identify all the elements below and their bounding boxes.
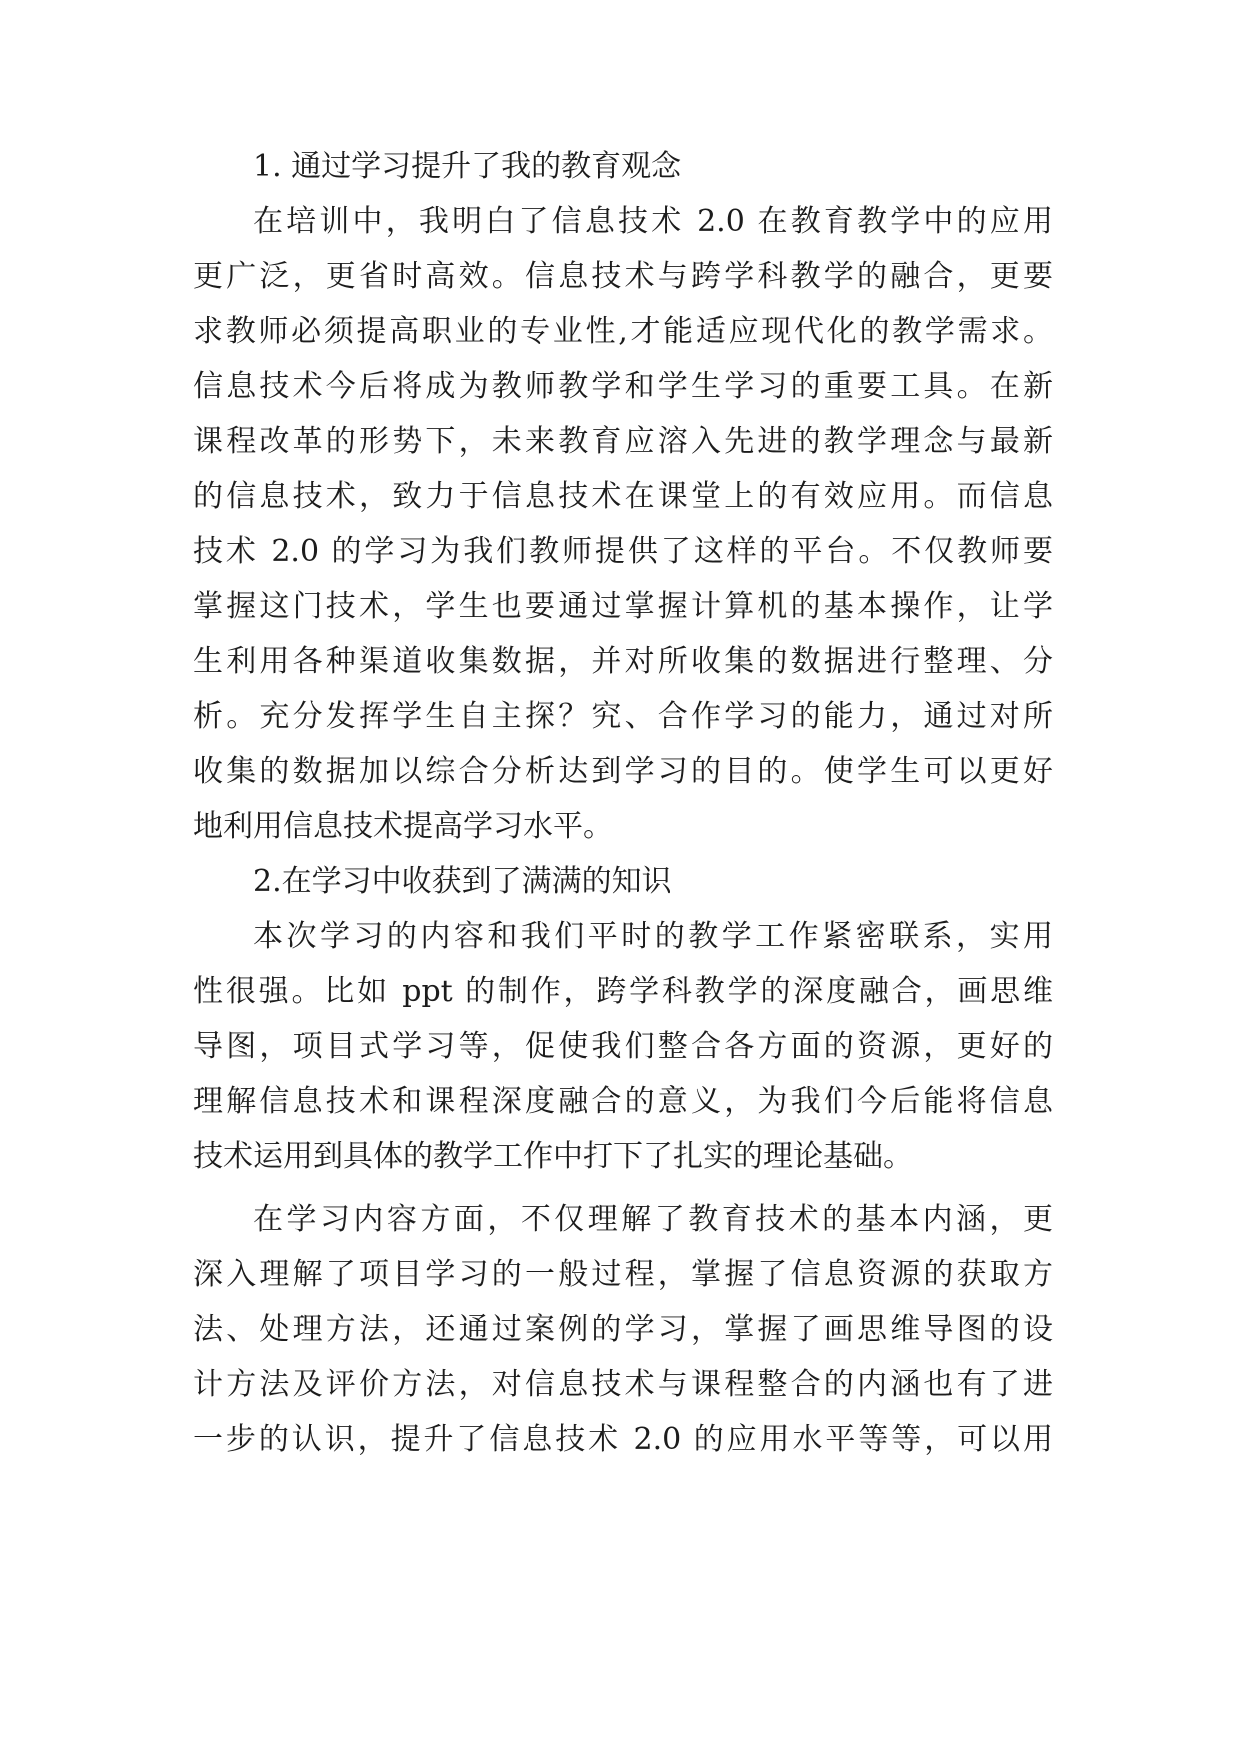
paragraph-line: 收集的数据加以综合分析达到学习的目的。使学生可以更好 — [193, 754, 1053, 789]
paragraph-line: 深入理解了项目学习的一般过程，掌握了信息资源的获取方 — [193, 1257, 1053, 1292]
paragraph-line: 本次学习的内容和我们平时的教学工作紧密联系，实用 — [253, 919, 1053, 954]
paragraph-line: 技术运用到具体的教学工作中打下了扎实的理论基础。 — [193, 1139, 913, 1174]
paragraph-line: 掌握这门技术，学生也要通过掌握计算机的基本操作，让学 — [193, 589, 1053, 624]
paragraph-line: 生利用各种渠道收集数据，并对所收集的数据进行整理、分 — [193, 644, 1053, 679]
paragraph-line: 理解信息技术和课程深度融合的意义，为我们今后能将信息 — [193, 1084, 1053, 1119]
heading-2: 2.在学习中收获到了满满的知识 — [253, 864, 672, 899]
paragraph-line: 计方法及评价方法，对信息技术与课程整合的内涵也有了进 — [193, 1367, 1053, 1402]
paragraph-line: 更广泛，更省时高效。信息技术与跨学科教学的融合，更要 — [193, 259, 1053, 294]
paragraph-line: 导图，项目式学习等，促使我们整合各方面的资源，更好的 — [193, 1029, 1053, 1064]
paragraph-line: 一步的认识，提升了信息技术 2.0 的应用水平等等，可以用 — [193, 1422, 1053, 1457]
paragraph-line: 的信息技术，致力于信息技术在课堂上的有效应用。而信息 — [193, 479, 1053, 514]
paragraph-line: 技术 2.0 的学习为我们教师提供了这样的平台。不仅教师要 — [193, 534, 1053, 569]
heading-1: 1. 通过学习提升了我的教育观念 — [253, 149, 682, 184]
paragraph-line: 析。充分发挥学生自主探？究、合作学习的能力，通过对所 — [193, 699, 1053, 734]
paragraph-line: 信息技术今后将成为教师教学和学生学习的重要工具。在新 — [193, 369, 1053, 404]
paragraph-line: 求教师必须提高职业的专业性,才能适应现代化的教学需求。 — [193, 314, 1053, 349]
paragraph-line: 课程改革的形势下，未来教育应溶入先进的教学理念与最新 — [193, 424, 1053, 459]
paragraph-line: 在培训中，我明白了信息技术 2.0 在教育教学中的应用 — [253, 204, 1053, 239]
paragraph-line: 法、处理方法，还通过案例的学习，掌握了画思维导图的设 — [193, 1312, 1053, 1347]
paragraph-line: 地利用信息技术提高学习水平。 — [193, 809, 613, 844]
paragraph-line: 在学习内容方面，不仅理解了教育技术的基本内涵，更 — [253, 1202, 1053, 1237]
paragraph-line: 性很强。比如 ppt 的制作，跨学科教学的深度融合，画思维 — [193, 974, 1053, 1009]
